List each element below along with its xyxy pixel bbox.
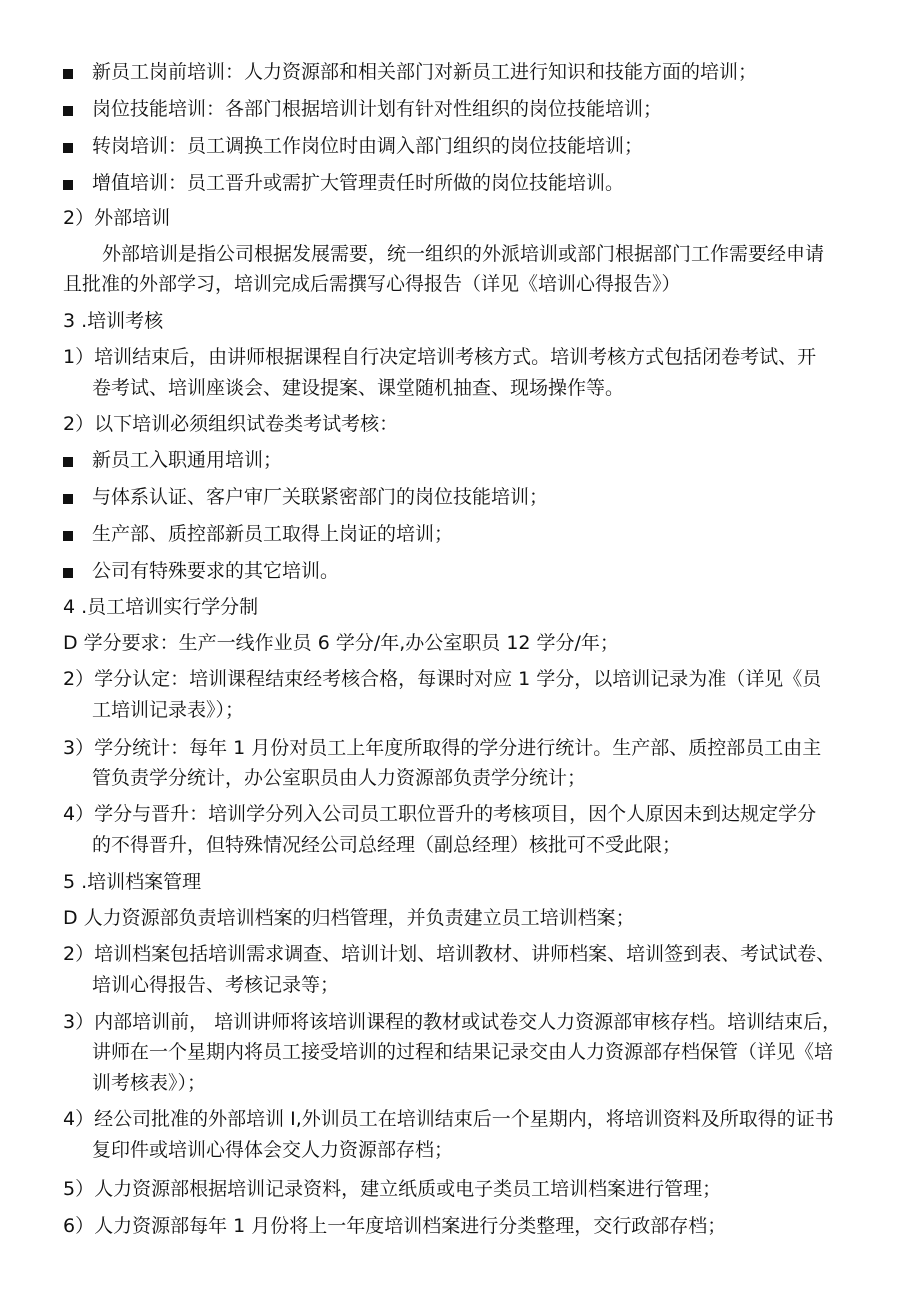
bullet-square-icon: [63, 106, 73, 116]
bullet-square-icon: [63, 531, 73, 541]
records-item-line: 讲师在一个星期内将员工接受培训的过程和结果记录交由人力资源部存档保管（详见《培: [92, 1041, 834, 1063]
bullet-item: 公司有特殊要求的其它培训。: [92, 560, 340, 582]
bullet-square-icon: [63, 180, 73, 190]
credits-item-line: 工培训记录表》）；: [92, 699, 245, 721]
records-item-line: 6）人力资源部每年 1 月份将上一年度培训档案进行分类整理，交行政部存档；: [63, 1215, 727, 1237]
assessment-item-line: 卷考试、培训座谈会、建设提案、课堂随机抽查、现场操作等。: [92, 377, 625, 399]
credits-item-line: D 学分要求：生产一线作业员 6 学分/年,办公室职员 12 学分/年；: [63, 632, 619, 654]
assessment-item-line: 2）以下培训必须组织试卷类考试考核：: [63, 413, 399, 435]
section-heading-records: 5 .培训档案管理: [63, 871, 202, 893]
bullet-item: 新员工入职通用培训；: [92, 449, 283, 471]
bullet-square-icon: [63, 69, 73, 79]
bullet-item: 生产部、质控部新员工取得上岗证的培训；: [92, 523, 454, 545]
records-item-line: 4）经公司批准的外部培训 I,外训员工在培训结束后一个星期内，将培训资料及所取得的证书: [63, 1108, 834, 1130]
bullet-item: 岗位技能培训：各部门根据培训计划有针对性组织的岗位技能培训；: [92, 98, 663, 120]
records-item-line: 5）人力资源部根据培训记录资料，建立纸质或电子类员工培训档案进行管理；: [63, 1178, 722, 1200]
external-training-paragraph-line: 外部培训是指公司根据发展需要，统一组织的外派培训或部门根据部门工作需要经申请: [102, 243, 825, 265]
external-training-heading: 2）外部培训: [63, 207, 171, 229]
credits-item-line: 的不得晋升，但特殊情况经公司总经理（副总经理）核批可不受此限；: [92, 834, 682, 856]
section-heading-credits: 4 .员工培训实行学分制: [63, 596, 259, 618]
bullet-square-icon: [63, 494, 73, 504]
records-item-line: 2）培训档案包括培训需求调查、培训计划、培训教材、讲师档案、培训签到表、考试试卷、: [63, 943, 836, 965]
bullet-item: 新员工岗前培训：人力资源部和相关部门对新员工进行知识和技能方面的培训；: [92, 61, 758, 83]
bullet-square-icon: [63, 568, 73, 578]
assessment-item-line: 1）培训结束后，由讲师根据课程自行决定培训考核方式。培训考核方式包括闭卷考试、开: [63, 346, 817, 368]
external-training-paragraph-line: 且批准的外部学习，培训完成后需撰写心得报告（详见《培训心得报告》）: [63, 273, 681, 295]
records-item-line: 训考核表》）；: [92, 1072, 207, 1094]
bullet-item: 与体系认证、客户审厂关联紧密部门的岗位技能培训；: [92, 486, 549, 508]
records-item-line: D 人力资源部负责培训档案的归档管理，并负责建立员工培训档案；: [63, 907, 635, 929]
records-item-line: 培训心得报告、考核记录等；: [92, 974, 340, 996]
bullet-item: 增值培训：员工晋升或需扩大管理责任时所做的岗位技能培训。: [92, 172, 625, 194]
records-item-line: 3）内部培训前， 培训讲师将该培训课程的教材或试卷交人力资源部审核存档。培训结束后，: [63, 1011, 842, 1033]
credits-item-line: 3）学分统计：每年 1 月份对员工上年度所取得的学分进行统计。生产部、质控部员工由主: [63, 737, 822, 759]
records-item-line: 复印件或培训心得体会交人力资源部存档；: [92, 1139, 454, 1161]
bullet-item: 转岗培训：员工调换工作岗位时由调入部门组织的岗位技能培训；: [92, 135, 644, 157]
section-heading-assessment: 3 .培训考核: [63, 310, 164, 332]
bullet-square-icon: [63, 457, 73, 467]
bullet-square-icon: [63, 143, 73, 153]
credits-item-line: 2）学分认定：培训课程结束经考核合格，每课时对应 1 学分，以培训记录为准（详见《员: [63, 668, 822, 690]
credits-item-line: 4）学分与晋升：培训学分列入公司员工职位晋升的考核项目，因个人原因未到达规定学分: [63, 803, 817, 825]
credits-item-line: 管负责学分统计，办公室职员由人力资源部负责学分统计；: [92, 767, 587, 789]
